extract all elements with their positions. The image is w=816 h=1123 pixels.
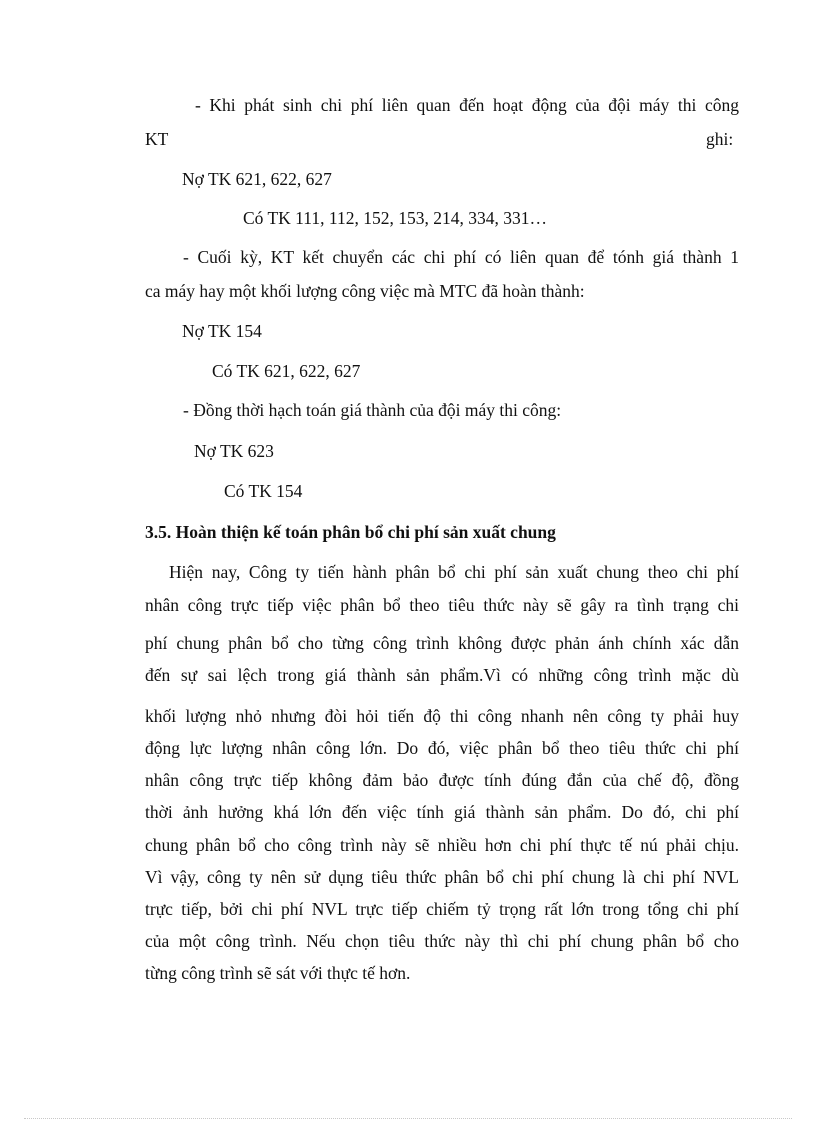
paragraph-line: của một công trình. Nếu chọn tiêu thức này thì chi phí chung phân bổ cho [145,931,739,951]
paragraph-line: đến sự sai lệch trong giá thành sản phẩm.Vì có những công trình mặc dù [145,665,739,685]
body-text-line: ghi: [706,129,734,149]
paragraph-line: từng công trình sẽ sát với thực tế hơn. [145,963,411,983]
paragraph-line: động lực lượng nhân công lớn. Do đó, việc phân bổ theo tiêu thức chi phí [145,738,739,758]
paragraph-line: phí chung phân bổ cho từng công trình không được phản ánh chính xác dẫn [145,633,739,653]
credit-entry: Có TK 621, 622, 627 [212,361,361,381]
body-text-line: KT [145,129,169,149]
paragraph-line: Hiện nay, Công ty tiến hành phân bổ chi phí sản xuất chung theo chi phí [169,562,739,582]
paragraph-line: nhân công trực tiếp không đảm bảo được tính đúng đắn của chế độ, đồng [145,770,739,790]
paragraph-line: chung phân bổ cho công trình này sẽ nhiều hơn chi phí thực tế nú phải chịu. [145,835,739,855]
paragraph-line: khối lượng nhỏ nhưng đòi hỏi tiến độ thi công nhanh nên công ty phải huy [145,706,739,726]
section-heading [145,521,556,543]
paragraph-line: nhân công trực tiếp việc phân bổ theo tiêu thức này sẽ gây ra tình trạng chi [145,595,739,615]
debit-entry: Nợ TK 623 [194,441,274,461]
body-text-line: - Đồng thời hạch toán giá thành của đội máy thi công: [183,400,562,420]
paragraph-line: thời ảnh hưởng khá lớn đến việc tính giá thành sản phẩm. Do đó, chi phí [145,802,739,822]
paragraph-line: trực tiếp, bởi chi phí NVL trực tiếp chiếm tỷ trọng rất lớn trong tổng chi phí [145,899,739,919]
credit-entry: Có TK 154 [224,481,303,501]
paragraph-line: Vì vậy, công ty nên sử dụng tiêu thức phân bổ chi phí chung là chi phí NVL [145,867,739,887]
page-bottom-divider [24,1118,792,1119]
body-text-line: - Khi phát sinh chi phí liên quan đến hoạt động của đội máy thi công [195,95,739,115]
body-text-line: ca máy hay một khối lượng công việc mà MTC đã hoàn thành: [145,281,585,301]
section-title: . Hoàn thiện kế toán phân bổ chi phí sản xuất chung [166,522,556,542]
credit-entry: Có TK 111, 112, 152, 153, 214, 334, 331… [243,208,547,228]
debit-entry: Nợ TK 154 [182,321,262,341]
body-text-line: - Cuối kỳ, KT kết chuyển các chi phí có liên quan để tónh giá thành 1 [183,247,739,267]
section-number: 3.5 [145,522,167,542]
debit-entry: Nợ TK 621, 622, 627 [182,169,332,189]
